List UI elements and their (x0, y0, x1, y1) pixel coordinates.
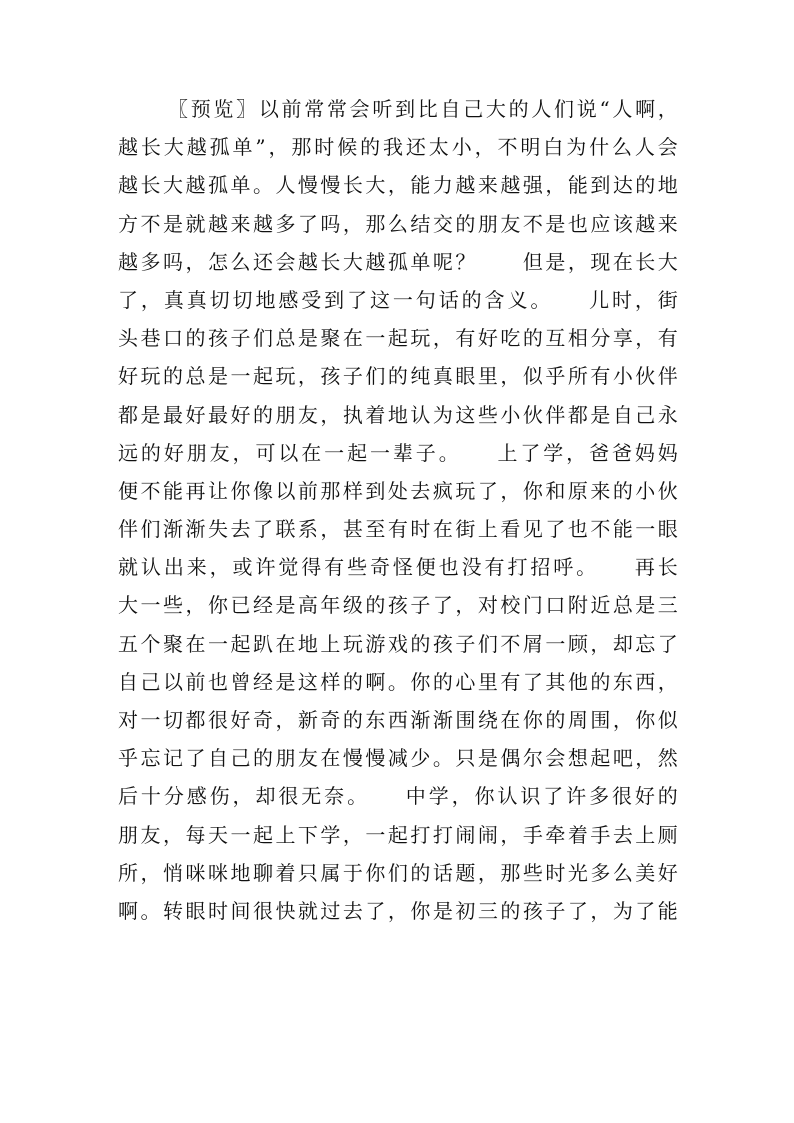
text-line: 朋友，每天一起上下学，一起打打闹闹，手牵着手去上厕 (118, 822, 678, 847)
text-line: 了，真真切切地感受到了这一句话的含义。 儿时，街 (118, 287, 678, 312)
text-line: 五个聚在一起趴在地上玩游戏的孩子们不屑一顾，却忘了 (118, 631, 678, 656)
text-line: 所，悄咪咪地聊着只属于你们的话题，那些时光多么美好 (118, 860, 678, 885)
text-line: 都是最好最好的朋友，执着地认为这些小伙伴都是自己永 (118, 402, 678, 427)
text-line: 大一些，你已经是高年级的孩子了，对校门口附近总是三 (118, 593, 678, 618)
text-line: 后十分感伤，却很无奈。 中学，你认识了许多很好的 (118, 784, 678, 809)
text-line: 好玩的总是一起玩，孩子们的纯真眼里，似乎所有小伙伴 (118, 364, 678, 389)
text-line: 自己以前也曾经是这样的啊。你的心里有了其他的东西， (118, 669, 678, 694)
body-text (118, 90, 678, 930)
text-line: 伴们渐渐失去了联系，甚至有时在街上看见了也不能一眼 (118, 517, 678, 542)
text-line: 越多吗，怎么还会越长大越孤单呢？ 但是，现在长大 (118, 249, 678, 274)
text-line: 头巷口的孩子们总是聚在一起玩，有好吃的互相分享，有 (118, 326, 678, 351)
text-line: 远的好朋友，可以在一起一辈子。 上了学，爸爸妈妈 (118, 440, 678, 465)
text-line: 便不能再让你像以前那样到处去疯玩了，你和原来的小伙 (118, 478, 678, 503)
text-line: 乎忘记了自己的朋友在慢慢减少。只是偶尔会想起吧，然 (118, 746, 678, 771)
text-line: 对一切都很好奇，新奇的东西渐渐围绕在你的周围，你似 (118, 708, 678, 732)
text-line: 越长大越孤单”，那时候的我还太小，不明白为什么人会 (118, 135, 678, 160)
text-line: 越长大越孤单。人慢慢长大，能力越来越强，能到达的地 (118, 173, 678, 198)
text-line: 〖预览〗以前常常会听到比自己大的人们说“人啊， (168, 97, 678, 121)
text-line: 方不是就越来越多了吗，那么结交的朋友不是也应该越来 (118, 211, 678, 236)
text-line: 就认出来，或许觉得有些奇怪便也没有打招呼。 再长 (118, 555, 678, 580)
text-line: 啊。转眼时间很快就过去了，你是初三的孩子了，为了能 (118, 898, 678, 923)
